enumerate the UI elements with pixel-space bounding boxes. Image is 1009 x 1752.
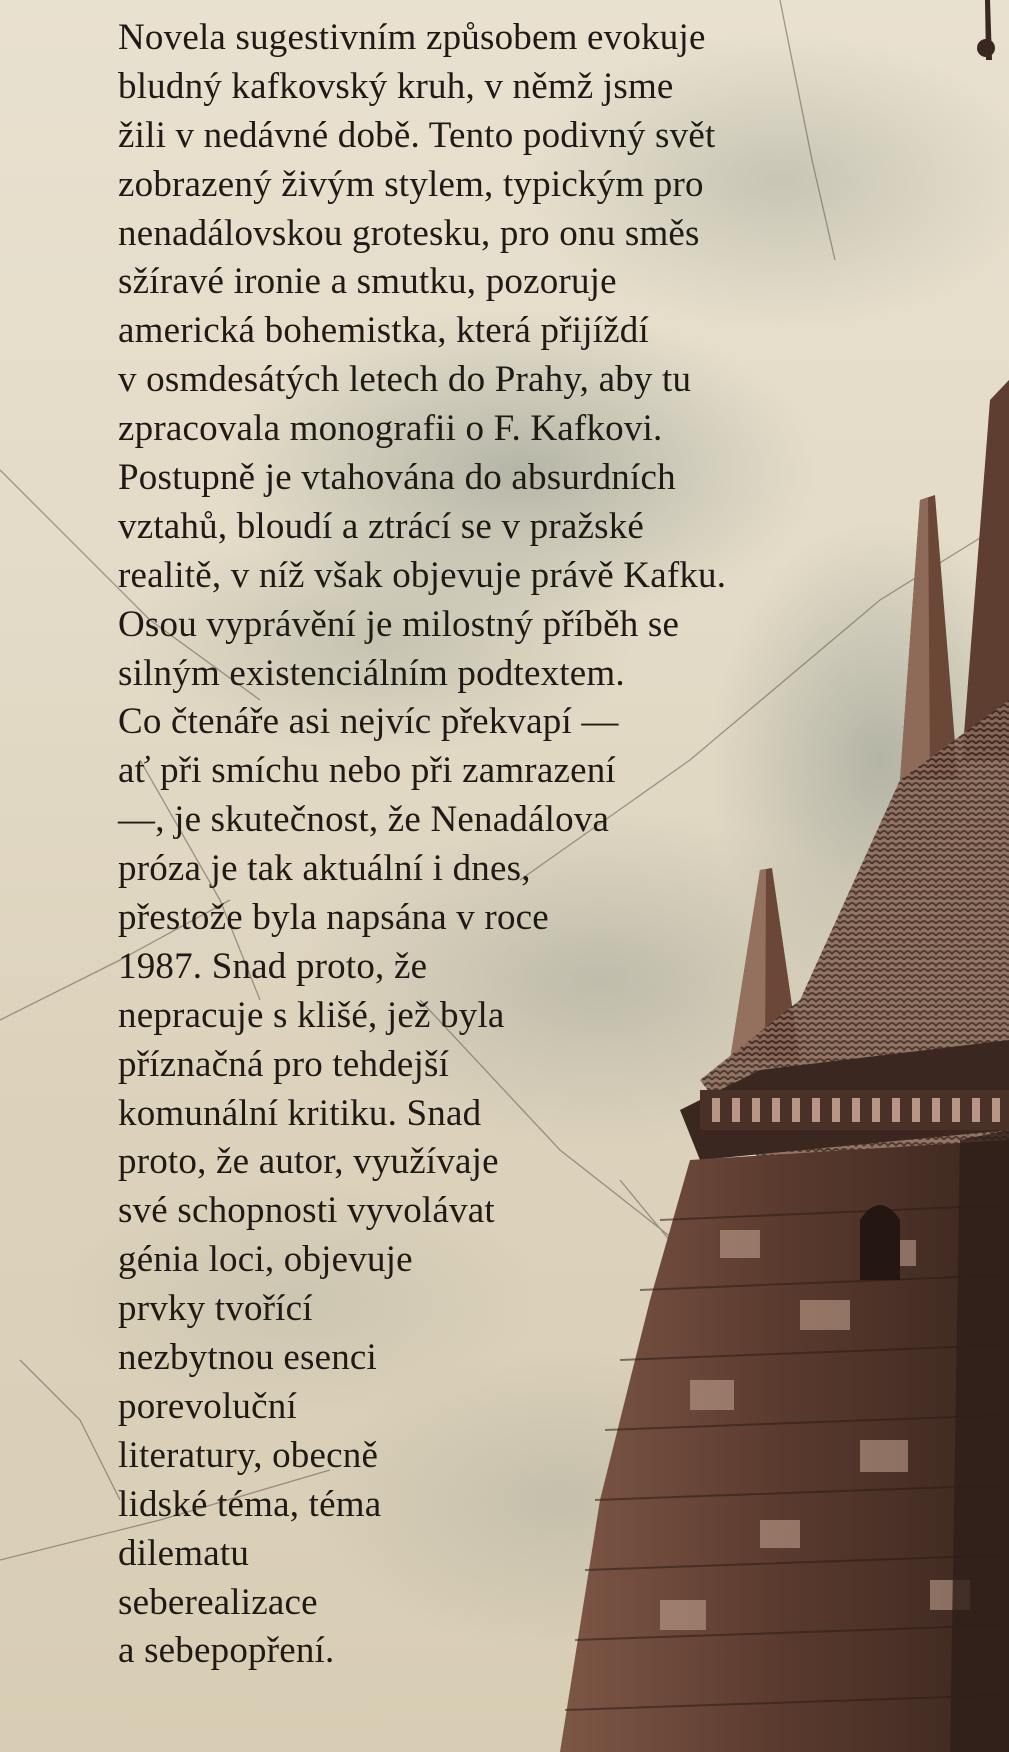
blurb-line: porevoluční [118, 1385, 297, 1427]
blurb-line: Co čtenáře asi nejvíc překvapí — [118, 701, 619, 743]
blurb-line: silným existenciálním podtextem. [118, 652, 625, 694]
blurb-line: v osmdesátých letech do Prahy, aby tu [118, 359, 692, 401]
blurb-line: sžíravé ironie a smutku, pozoruje [118, 261, 617, 303]
blurb-line: žili v nedávné době. Tento podivný svět [118, 114, 716, 156]
blurb-line: nepracuje s klišé, jež byla [118, 994, 505, 1036]
blurb-line: Postupně je vtahována do absurdních [118, 457, 676, 499]
blurb-line: Osou vyprávění je milostný příběh se [118, 603, 680, 645]
blurb-line: —, je skutečnost, že Nenadálova [118, 799, 610, 841]
blurb-line: prvky tvořící [118, 1288, 313, 1330]
blurb-line: zobrazený živým stylem, typickým pro [118, 163, 704, 205]
blurb-line: přestože byla napsána v roce [118, 897, 549, 939]
blurb-line: americká bohemistka, která přijíždí [118, 310, 649, 352]
blurb-text [118, 14, 998, 1676]
blurb-line: dilematu [118, 1532, 250, 1574]
blurb-line: bludný kafkovský kruh, v němž jsme [118, 65, 674, 107]
blurb-line: své schopnosti vyvolávat [118, 1190, 495, 1232]
blurb-line: literatury, obecně [118, 1434, 379, 1476]
blurb-line: vztahů, bloudí a ztrácí se v pražské [118, 505, 645, 547]
blurb-line: a sebepopření. [118, 1630, 335, 1672]
blurb-line: proto, že autor, využívaje [118, 1141, 499, 1183]
blurb-line: komunální kritiku. Snad [118, 1092, 482, 1134]
blurb-line: realitě, v níž však objevuje právě Kafku. [118, 554, 727, 596]
blurb-line: nezbytnou esenci [118, 1337, 378, 1379]
blurb-line: génia loci, objevuje [118, 1239, 413, 1281]
blurb-line: příznačná pro tehdejší [118, 1043, 450, 1085]
blurb-line: nenadálovskou grotesku, pro onu směs [118, 212, 700, 254]
blurb-line: 1987. Snad proto, že [118, 945, 428, 987]
blurb-line: próza je tak aktuální i dnes, [118, 848, 531, 890]
blurb-line: zpracovala monografii o F. Kafkovi. [118, 408, 663, 450]
blurb-line: ať při smíchu nebo při zamrazení [118, 750, 616, 792]
blurb-line: Novela sugestivním způsobem evokuje [118, 17, 706, 58]
blurb-line: lidské téma, téma [118, 1483, 382, 1525]
blurb-line: seberealizace [118, 1581, 318, 1623]
